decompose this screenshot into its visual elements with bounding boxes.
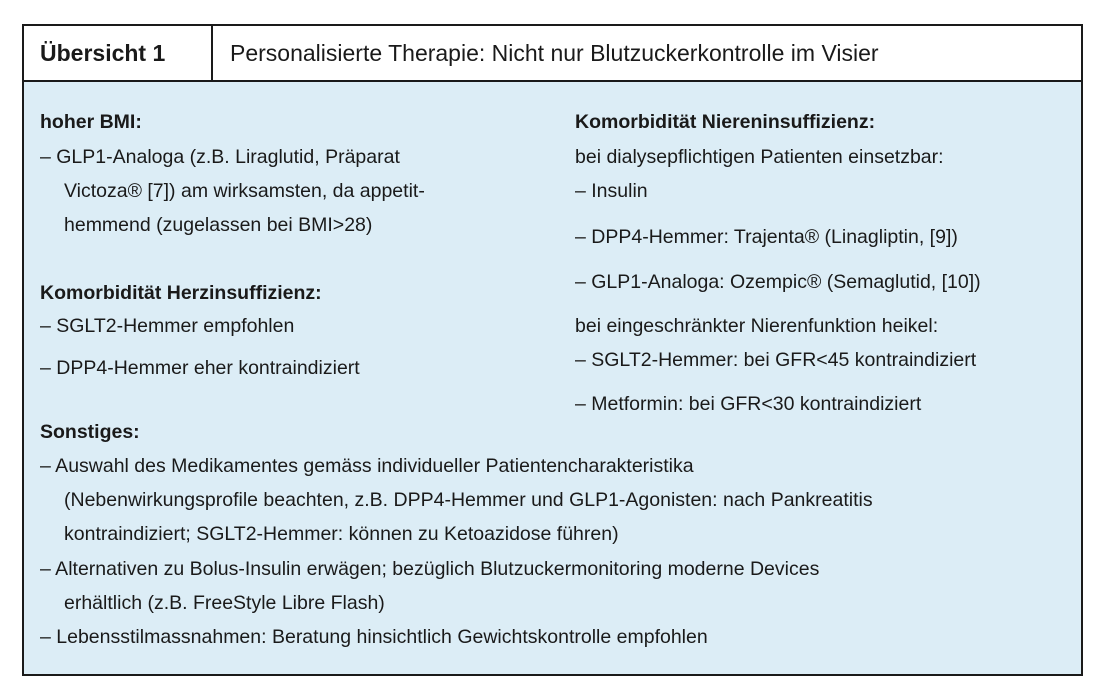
niere-intro-dialysis: bei dialysepflichtigen Patienten einsetzbar: [575, 146, 944, 168]
sonstiges-line-1: – Auswahl des Medikamentes gemäss individueller Patientencharakteristika [40, 455, 694, 477]
overview-header [24, 26, 1081, 82]
niere-heading: Komorbidität Niereninsuffizienz: [575, 111, 876, 133]
niere-item-dpp4: – DPP4-Hemmer: Trajenta® (Linagliptin, [9]) [575, 226, 958, 248]
niere-item-glp1: – GLP1-Analoga: Ozempic® (Semaglutid, [10]) [575, 271, 981, 293]
sonstiges-heading: Sonstiges: [40, 421, 140, 443]
bmi-line-3: hemmend (zugelassen bei BMI>28) [64, 214, 373, 236]
niere-intro-impaired: bei eingeschränkter Nierenfunktion heikel: [575, 315, 939, 337]
bmi-line-1: – GLP1-Analoga (z.B. Liraglutid, Präparat [40, 146, 400, 168]
sonstiges-line-6: – Lebensstilmassnahmen: Beratung hinsichtlich Gewichtskontrolle empfohlen [40, 626, 708, 648]
overview-label: Übersicht 1 [24, 26, 213, 80]
sonstiges-line-2: (Nebenwirkungsprofile beachten, z.B. DPP4-Hemmer und GLP1-Agonisten: nach Pankreatitis [64, 489, 873, 511]
sonstiges-line-5: erhältlich (z.B. FreeStyle Libre Flash) [64, 592, 385, 614]
bmi-heading: hoher BMI: [40, 111, 142, 133]
sonstiges-line-3: kontraindiziert; SGLT2-Hemmer: können zu Ketoazidose führen) [64, 523, 619, 545]
niere-item-sglt2: – SGLT2-Hemmer: bei GFR<45 kontraindiziert [575, 349, 977, 371]
niere-item-metformin: – Metformin: bei GFR<30 kontraindiziert [575, 393, 922, 415]
herz-heading: Komorbidität Herzinsuffizienz: [40, 282, 322, 304]
overview-box [22, 24, 1083, 676]
herz-item-1: – SGLT2-Hemmer empfohlen [40, 315, 295, 337]
niere-item-insulin: – Insulin [575, 180, 648, 202]
overview-title: Personalisierte Therapie: Nicht nur Blutzuckerkontrolle im Visier [230, 40, 879, 66]
sonstiges-line-4: – Alternativen zu Bolus-Insulin erwägen; bezüglich Blutzuckermonitoring moderne Devices [40, 558, 820, 580]
herz-item-2: – DPP4-Hemmer eher kontraindiziert [40, 357, 360, 379]
bmi-line-2: Victoza® [7]) am wirksamsten, da appetit- [64, 180, 425, 202]
